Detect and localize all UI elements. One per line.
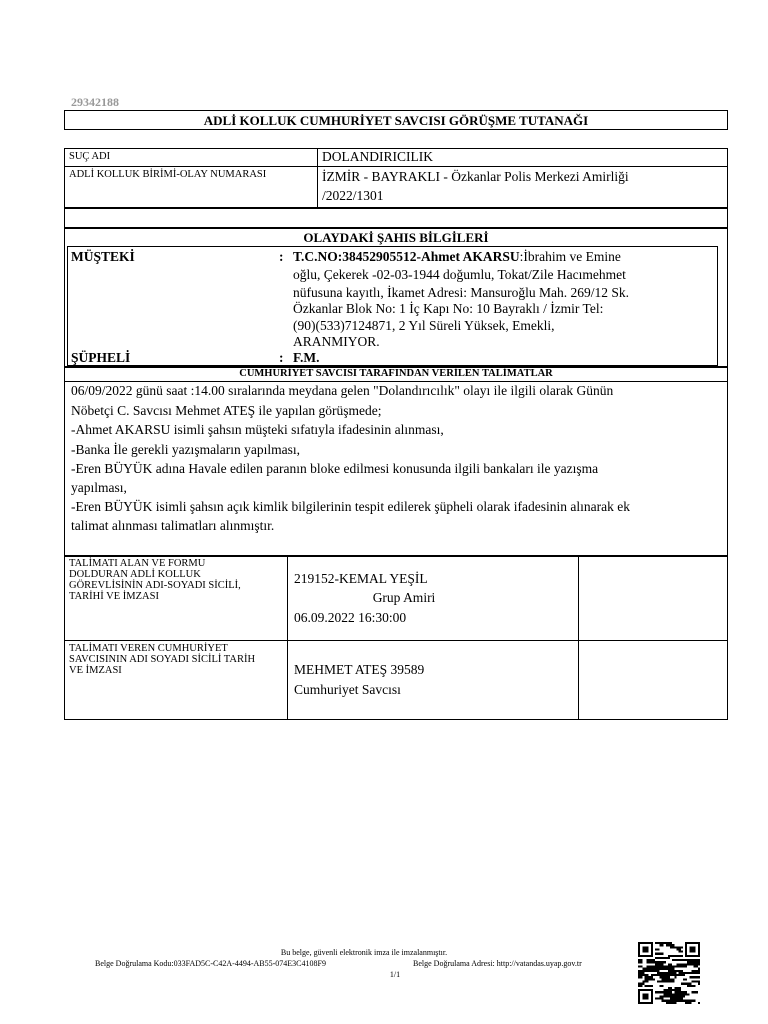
instruction-line-7: -Eren BÜYÜK isimli şahsın açık kimlik bilgilerinin tespit edilerek şüpheli olarak ifadesinin alınarak ek <box>71 499 630 514</box>
persons-title: OLAYDAKİ ŞAHIS BİLGİLERİ <box>303 230 489 245</box>
receiver-role: Grup Amiri <box>372 590 436 605</box>
receiver-name: 219152-KEMAL YEŞİL <box>294 571 428 586</box>
complainant-line-1: :İbrahim ve Emine <box>519 249 621 264</box>
receiver-label-line-2: DOLDURAN ADLİ KOLLUK <box>69 569 201 580</box>
complainant-line-4: Özkanlar Blok No: 1 İç Kapı No: 10 Bayraklı / İzmir Tel: <box>293 301 604 316</box>
page-title: ADLİ KOLLUK CUMHURİYET SAVCISI GÖRÜŞME TUTANAĞI <box>203 113 589 128</box>
suspect-colon: : <box>279 350 284 365</box>
unit-value-line1: İZMİR - BAYRAKLI - Özkanlar Polis Merkezi Amirliği <box>322 169 629 184</box>
crime-label: SUÇ ADI <box>69 151 111 162</box>
instructions-header <box>64 366 728 382</box>
suspect-value: F.M. <box>293 350 320 365</box>
receiver-label-line-1: TALİMATI ALAN VE FORMU <box>69 558 206 569</box>
prosecutor-name: MEHMET ATEŞ 39589 <box>294 662 425 677</box>
crime-value: DOLANDIRICILIK <box>322 149 433 164</box>
prosecutor-label-line-3: VE İMZASI <box>69 665 122 676</box>
complainant-colon: : <box>279 249 284 264</box>
title-box <box>64 110 728 130</box>
complainant-line-3: nüfusuna kayıtlı, İkamet Adresi: Mansuroğlu Mah. 269/12 Sk. <box>293 285 629 300</box>
complainant-label: MÜŞTEKİ <box>71 249 135 264</box>
prosecutor-role: Cumhuriyet Savcısı <box>294 682 401 697</box>
unit-value-line2: /2022/1301 <box>322 188 384 203</box>
footer-verify-code: Belge Doğrulama Kodu:033FAD5C-C42A-4494-AB55-074E3C4108F9 <box>95 959 326 968</box>
complainant-line-6: ARANMIYOR. <box>293 334 380 349</box>
instructions-title: CUMHURİYET SAVCISI TARAFINDAN VERİLEN TALİMATLAR <box>239 368 553 379</box>
receiver-label <box>69 558 241 602</box>
complainant-line-5: (90)(533)7124871, 2 Yıl Süreli Yüksek, Emekli, <box>293 318 555 333</box>
prosecutor-label-line-1: TALİMATI VEREN CUMHURİYET <box>69 643 228 654</box>
footer-page-number: 1/1 <box>389 970 401 979</box>
prosecutor-label <box>69 643 255 676</box>
complainant-info <box>293 248 696 266</box>
complainant-line-2: oğlu, Çekerek -02-03-1944 doğumlu, Tokat/Zile Hacımehmet <box>293 267 626 282</box>
instruction-line-5: -Eren BÜYÜK adına Havale edilen paranın bloke edilmesi konusunda ilgili bankaları ile yazışma <box>71 461 599 476</box>
prosecutor-label-line-2: SAVCISININ ADI SOYADI SİCİLİ TARİH <box>69 654 256 665</box>
receiver-label-line-3: GÖREVLİSİNİN ADI-SOYADI SİCİLİ, <box>69 580 241 591</box>
instruction-line-4: -Banka İle gerekli yazışmaların yapılması, <box>71 442 301 457</box>
footer-signature-note: Bu belge, güvenli elektronik imza ile imzalanmıştır. <box>280 948 448 957</box>
footer-verify-address: Belge Doğrulama Adresi: http://vatandas.uyap.gov.tr <box>413 959 582 968</box>
receiver-datetime: 06.09.2022 16:30:00 <box>294 610 407 625</box>
unit-label: ADLİ KOLLUK BİRİMİ-OLAY NUMARASI <box>69 169 267 180</box>
instruction-line-8: talimat alınması talimatları alınmıştır. <box>71 518 275 533</box>
complainant-id: T.C.NO:38452905512-Ahmet AKARSU <box>293 249 520 264</box>
instruction-line-1: 06/09/2022 günü saat :14.00 sıralarında meydana gelen "Dolandırıcılık" olayı ile ilgili olarak Günün <box>71 383 614 398</box>
spacer-row <box>64 208 728 228</box>
instruction-line-2: Nöbetçi C. Savcısı Mehmet ATEŞ ile yapılan görüşmede; <box>71 403 382 418</box>
qr-code-icon <box>638 942 700 1004</box>
receiver-label-line-4: TARİHİ VE İMZASI <box>69 591 159 602</box>
instruction-line-6: yapılması, <box>71 480 127 495</box>
document-number: 29342188 <box>71 95 119 109</box>
suspect-label: ŞÜPHELİ <box>71 350 131 365</box>
instruction-line-3: -Ahmet AKARSU isimli şahsın müşteki sıfatıyla ifadesinin alınması, <box>71 422 444 437</box>
